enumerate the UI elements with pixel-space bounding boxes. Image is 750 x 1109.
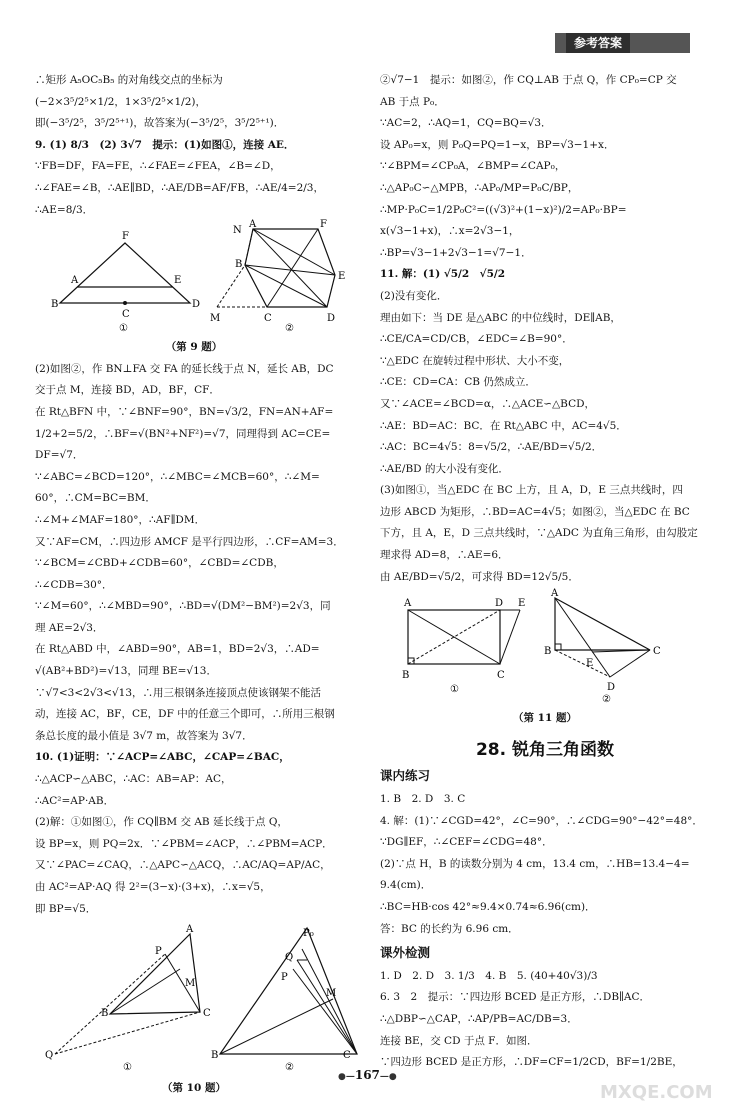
point-label: B [101, 1008, 109, 1020]
point-label: E [174, 275, 182, 287]
text-line: ∵DG∥EF，∴∠CEF=∠CDG=48°． [380, 836, 553, 849]
point-label: M [210, 313, 221, 325]
text-line: 条总长度的最小值是 3√7 m，故答案为 3√7． [35, 729, 253, 742]
point-label: B [211, 1050, 219, 1062]
point-label: B [51, 299, 59, 311]
point-label: B [544, 646, 552, 658]
question-9: 9. (1) 8/3 (2) 3√7 提示：(1)如图①，连接 AE． [35, 138, 295, 151]
text-line: ∴CE：CD=CA：CB 仍然成立． [380, 376, 536, 389]
text-line: ∵√7<3<2√3<√13，∴用三根钢条连接顶点使该钢架不能活 [35, 686, 322, 699]
text-line: ∵FB=DF，FA=FE，∴∠FAE=∠FEA，∠B=∠D， [35, 160, 281, 173]
text-line: ∴AE/BD 的大小没有变化． [380, 462, 509, 475]
text-line: √(AB²+BD²)=√13，同理 BE=√13． [35, 665, 217, 678]
point-label: A [249, 219, 257, 231]
text-line: (2)解：①如图①，作 CQ∥BM 交 AB 延长线于点 Q， [35, 816, 288, 829]
point-label: D [327, 313, 336, 325]
point-label: E [338, 271, 346, 283]
text-line: 6. 3 2 提示：∵四边形 BCED 是正方形，∴DB∥AC． [380, 991, 651, 1004]
text-line: ∵∠BCM=∠CBD+∠CDB=60°，∠CBD=∠CDB， [35, 557, 284, 570]
point-label: B [235, 259, 243, 271]
text-line: (2)没有变化． [380, 289, 448, 302]
text-line: (2)如图②，作 BN⊥FA 交 FA 的延长线于点 N，延长 AB，DC [35, 362, 334, 375]
point-label: P [155, 946, 162, 958]
text-line: ∵AC=2，∴AQ=1，CQ=BQ=√3． [380, 117, 552, 130]
text-line: ∵∠M=60°，∴∠MBD=90°，∴BD=√(DM²−BM²)=2√3，同 [35, 600, 331, 613]
point-label: M [185, 978, 196, 990]
text-line: (2)∵点 H，B 的读数分别为 4 cm，13.4 cm，∴HB=13.4−4= [380, 857, 690, 870]
point-label: E [518, 598, 526, 610]
text-line: ∴BP=√3−1+2√3−1=√7−1． [380, 246, 532, 259]
text-line: ∴∠CDB=30°． [35, 578, 113, 591]
figure-label: ① [123, 1062, 132, 1074]
text-line: 即 BP=√5． [35, 902, 97, 915]
figure-q10 [35, 924, 353, 1074]
text-line: ∴BC=HB·cos 42°≈9.4×0.74≈6.96(cm)． [380, 901, 596, 913]
point-label: D [192, 299, 201, 311]
text-line: ∴MP·P₀C=1/2P₀C²=((√3)²+(1−x)²)/2=AP₀·BP= [380, 203, 627, 216]
figure-q11 [380, 588, 710, 706]
point-label: D [607, 682, 616, 694]
subsection-out-class: 课外检测 [380, 945, 431, 961]
text-line: 由 AE/BD=√5/2，可求得 BD=12√5/5． [380, 570, 579, 583]
text-line: ∴矩形 A₅OC₅B₅ 的对角线交点的坐标为 [35, 74, 223, 86]
point-label: D [495, 598, 504, 610]
subsection-in-class: 课内练习 [380, 768, 431, 784]
text-line: ∵∠ABC=∠BCD=120°，∴∠MBC=∠MCB=60°，∴∠M= [35, 470, 320, 483]
figure-label: ② [285, 323, 294, 335]
text-line: 1. D 2. D 3. 1/3 4. B 5. (40+40√3)/3 [380, 969, 598, 982]
text-line: ∵∠BPM=∠CP₀A，∠BMP=∠CAP₀， [380, 160, 566, 173]
text-line: 理 AE=2√3． [35, 621, 104, 634]
page-number: ●— 167 —● [338, 1068, 397, 1082]
text-line: 交于点 M，连接 BD，AD，BF，CF． [35, 384, 220, 397]
text-line: 60°，∴CM=BC=BM． [35, 492, 156, 505]
caption-q9: （第 9 题） [165, 341, 223, 354]
point-label: P₀ [303, 928, 314, 940]
text-line: 动，连接 AC，BF，CE，DF 中的任意三个即可，∴所用三根钢 [35, 708, 335, 721]
point-label: P [281, 972, 288, 984]
text-line: ∵△EDC 在旋转过程中形状、大小不变， [380, 354, 570, 367]
point-label: M [326, 988, 337, 1000]
section-title: 28. 锐角三角函数 [475, 739, 615, 760]
text-line: (3)如图①，当△EDC 在 BC 上方，且 A，D，E 三点共线时，四 [380, 484, 683, 497]
point-label: Q [285, 952, 294, 964]
point-label: A [551, 588, 559, 600]
text-line: 又∵∠ACE=∠BCD=α，∴△ACE∽△BCD， [380, 397, 596, 410]
point-label: F [320, 219, 327, 231]
text-line: ∴CE/CA=CD/CB，∠EDC=∠B=90°． [380, 333, 573, 346]
text-line: DF=√7． [35, 449, 84, 462]
point-label: Q [45, 1050, 54, 1062]
point-label: C [653, 646, 661, 658]
figure-label: ② [602, 694, 611, 706]
text-line: 答：BC 的长约为 6.96 cm． [380, 922, 519, 935]
text-line: 理由如下：当 DE 是△ABC 的中位线时，DE∥AB， [380, 311, 621, 324]
caption-q11: （第 11 题） [513, 712, 577, 725]
text-line: x(√3−1+x)，∴x=2√3−1， [380, 225, 520, 238]
question-11: 11. 解：(1) √5/2 √5/2 [380, 268, 506, 281]
text-line: 设 AP₀=x，则 P₀Q=PQ=1−x，BP=√3−1+x． [380, 138, 615, 151]
figure-q9 [35, 219, 353, 335]
text-line: 又∵∠PAC=∠CAQ，∴△APC∽△ACQ，∴AC/AQ=AP/AC， [35, 859, 331, 872]
text-line: ∴AE：BD=AC：BC．在 Rt△ABC 中，AC=4√5． [380, 419, 627, 432]
text-line: ∴∠FAE=∠B，∴AE∥BD，∴AE/DB=AF/FB，∴AE/4=2/3， [35, 181, 324, 194]
point-label: A [71, 275, 79, 287]
text-line: 在 Rt△BFN 中，∵∠BNF=90°，BN=√3/2，FN=AN+AF= [35, 405, 334, 418]
figure-label: ② [285, 1062, 294, 1074]
caption-q10: （第 10 题） [162, 1082, 226, 1095]
text-line: ∴△AP₀C∽△MPB，∴AP₀/MP=P₀C/BP， [380, 181, 579, 194]
point-label: N [233, 225, 242, 237]
figure-label: ① [119, 323, 128, 335]
text-line: ∴AC：BC=4√5：8=√5/2，∴AE/BD=√5/2． [380, 441, 603, 454]
text-line: 在 Rt△ABD 中，∠ABD=90°，AB=1，BD=2√3，∴AD= [35, 643, 320, 656]
text-line: ∴AE=8/3． [35, 203, 94, 216]
text-line: 1/2+2=5/2，∴BF=√(BN²+NF²)=√7，同理得到 AC=CE= [35, 427, 331, 440]
point-label: C [497, 670, 505, 682]
text-line: 即(−3⁵/2⁵，3⁵/2⁵⁺¹)，故答案为(−3⁵/2⁵，3⁵/2⁵⁺¹)． [35, 117, 285, 130]
text-line: 由 AC²=AP·AQ 得 2²=(3−x)·(3+x)，∴x=√5， [35, 881, 271, 893]
header-label: 参考答案 [566, 33, 630, 53]
watermark: MXQE.COM [600, 1082, 713, 1103]
text-line: ∴∠M+∠MAF=180°，∴AF∥DM． [35, 513, 206, 526]
text-line: 下方，且 A，E，D 三点共线时，∵△ADC 为直角三角形，由勾股定 [380, 527, 698, 540]
text-line: ∵四边形 BCED 是正方形，∴DF=CF=1/2CD，BF=1/2BE， [380, 1056, 683, 1069]
point-label: A [186, 924, 194, 936]
text-line: ∴△ACP∽△ABC，∴AC：AB=AP：AC， [35, 773, 232, 786]
text-line: 4. 解：(1)∵∠CGD=42°，∠C=90°，∴∠CDG=90°−42°=48°． [380, 814, 703, 827]
point-label: E [586, 658, 594, 670]
point-label: C [203, 1008, 211, 1020]
text-line: ②√7−1 提示：如图②，作 CQ⊥AB 于点 Q，作 CP₀=CP 交 [380, 74, 677, 86]
point-label: F [122, 231, 129, 243]
text-line: AB 于点 P₀． [380, 95, 445, 108]
text-line: 设 BP=x，则 PQ=2x．∵∠PBM=∠ACP，∴∠PBM=ACP． [35, 837, 333, 850]
point-label: C [264, 313, 272, 325]
text-line: 9.4(cm)． [380, 879, 432, 892]
text-line: (−2×3⁵/2⁵×1/2，1×3⁵/2⁵×1/2)， [35, 95, 206, 108]
figure-label: ① [450, 684, 459, 696]
left-column [35, 70, 353, 1100]
text-line: 1. B 2. D 3. C [380, 793, 466, 806]
point-label: C [343, 1050, 351, 1062]
point-label: A [404, 598, 412, 610]
point-label: C [122, 309, 130, 321]
question-10: 10. (1)证明：∵∠ACP=∠ABC，∠CAP=∠BAC， [35, 751, 290, 764]
text-line: 又∵AF=CM，∴四边形 AMCF 是平行四边形，∴CF=AM=3． [35, 535, 344, 548]
right-column [380, 70, 710, 1074]
text-line: ∴AC²=AP·AB． [35, 794, 115, 807]
text-line: 理求得 AD=8，∴AE=6． [380, 549, 509, 562]
text-line: ∴△DBP∽△CAP，∴AP/PB=AC/DB=3． [380, 1012, 578, 1025]
text-line: 边形 ABCD 为矩形，∴BD=AC=4√5；如图②，当△EDC 在 BC [380, 505, 690, 518]
text-line: 连接 BE，交 CD 于点 F．如图． [380, 1034, 538, 1047]
point-label: B [402, 670, 410, 682]
